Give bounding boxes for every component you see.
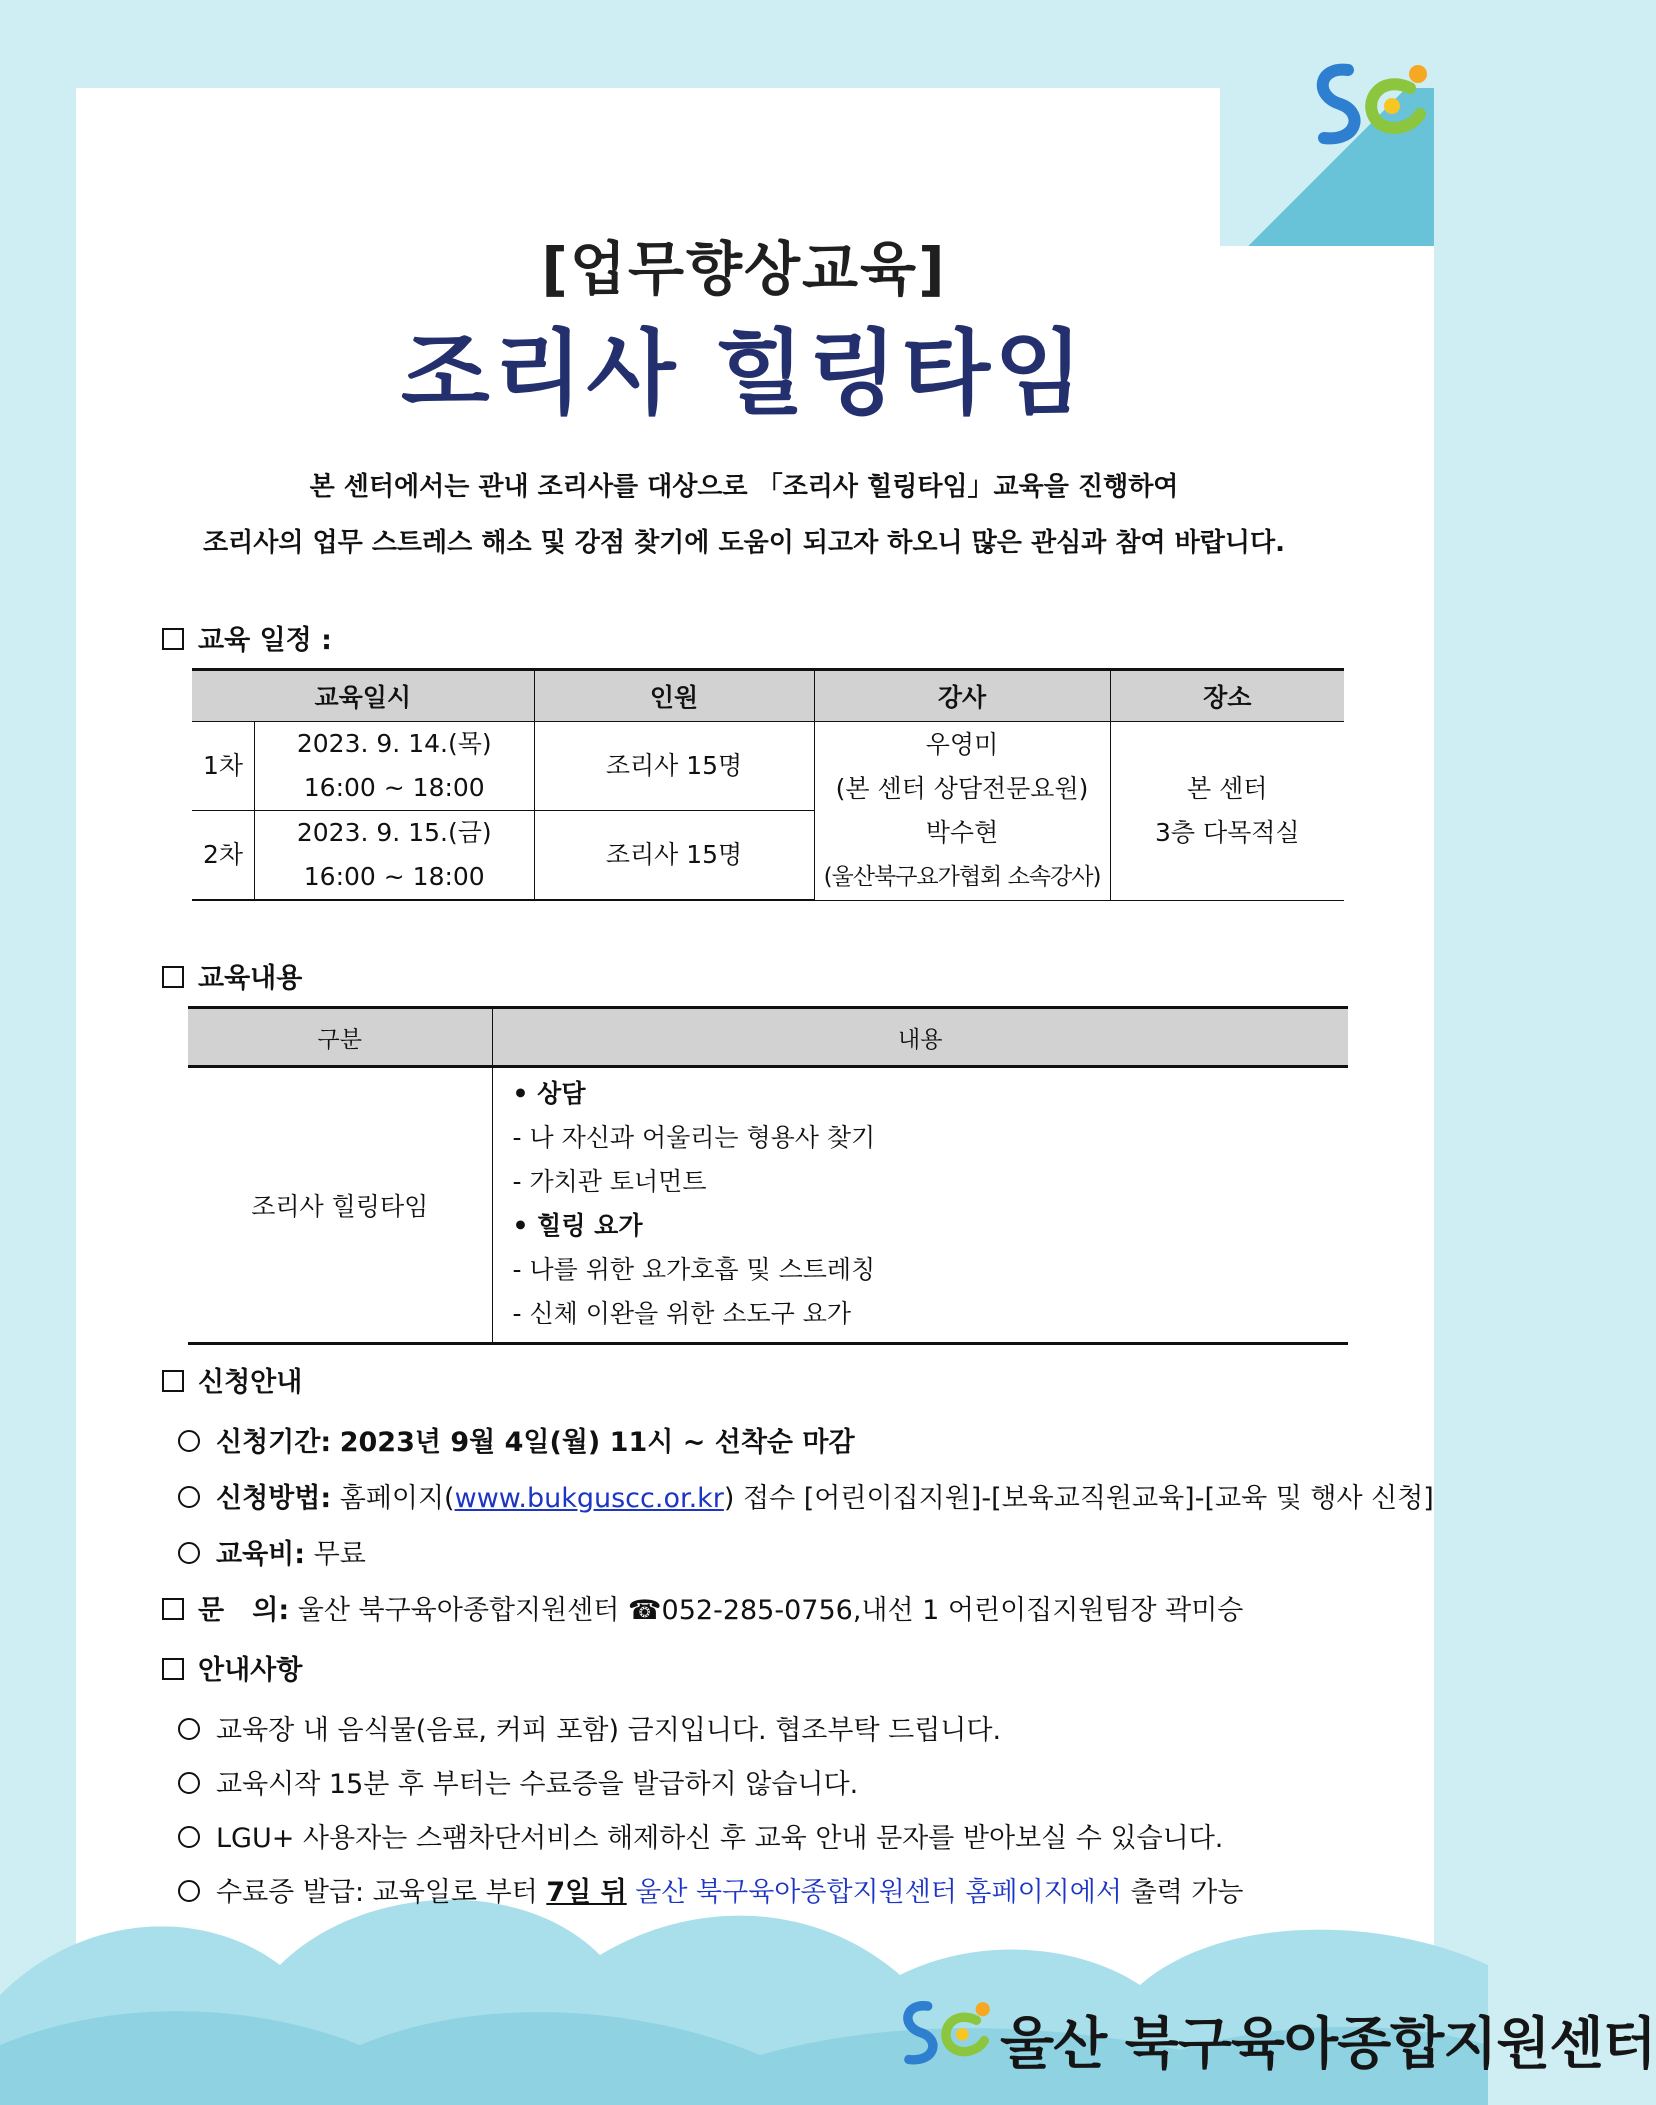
contact-line bbox=[162, 1588, 1243, 1627]
instructor-name: 박수현 bbox=[925, 817, 999, 847]
notice-text: 교육장 내 음식물(음료, 커피 포함) 금지입니다. 협조부탁 드립니다. bbox=[216, 1715, 1002, 1746]
session-time: 16:00 ~ 18:00 bbox=[303, 773, 485, 802]
circle-bullet-icon bbox=[178, 1486, 200, 1508]
instructor-cell bbox=[814, 722, 1110, 901]
col-header-category: 구분 bbox=[188, 1008, 492, 1067]
table-row bbox=[192, 722, 1344, 811]
notice-text: 수료증 발급: 교육일로 부터 bbox=[216, 1877, 547, 1908]
col-header-place: 장소 bbox=[1110, 670, 1344, 722]
checkbox-square-icon bbox=[162, 1370, 184, 1392]
notice-item bbox=[178, 1708, 1001, 1747]
schedule-table bbox=[192, 668, 1344, 901]
session-date: 2023. 9. 15.(금) bbox=[296, 818, 492, 847]
session-round: 1차 bbox=[192, 722, 255, 810]
instructor-title: (본 센터 상담전문요원) bbox=[835, 773, 1089, 803]
center-logo-icon bbox=[1300, 48, 1440, 158]
footer-logo-icon bbox=[890, 1986, 1000, 2078]
session-round: 2차 bbox=[192, 811, 255, 899]
notice-emphasis: 7일 뒤 bbox=[546, 1877, 627, 1908]
content-heading bbox=[162, 956, 302, 995]
contact-label: 문 의: bbox=[198, 1595, 290, 1626]
notice-item bbox=[178, 1762, 858, 1801]
homepage-link[interactable]: www.bukguscc.or.kr bbox=[454, 1483, 724, 1514]
schedule-heading-label: 교육 일정 : bbox=[198, 625, 332, 656]
notice-item bbox=[178, 1870, 1243, 1909]
session-datetime bbox=[192, 811, 534, 901]
page-title: 조리사 힐링타임 bbox=[400, 320, 1088, 427]
circle-bullet-icon bbox=[178, 1430, 200, 1452]
page-subtitle: [업무향상교육] bbox=[541, 235, 947, 303]
content-line: • 상담 bbox=[512, 1079, 586, 1108]
session-people: 조리사 15명 bbox=[534, 722, 814, 811]
content-heading-label: 교육내용 bbox=[198, 963, 303, 994]
notice-text: LGU+ 사용자는 스팸차단서비스 해제하신 후 교육 안내 문자를 받아보실 수 있습니다. bbox=[216, 1823, 1224, 1854]
checkbox-square-icon bbox=[162, 966, 184, 988]
circle-bullet-icon bbox=[178, 1718, 200, 1740]
content-line: - 신체 이완을 위한 소도구 요가 bbox=[512, 1299, 852, 1328]
apply-method-label: 신청방법: bbox=[216, 1483, 332, 1514]
session-time: 16:00 ~ 18:00 bbox=[303, 862, 485, 891]
content-line: - 가치관 토너먼트 bbox=[512, 1167, 707, 1196]
intro-line-2: 조리사의 업무 스트레스 해소 및 강점 찾기에 도움이 되고자 하오니 많은 관심과 참여 바랍니다. bbox=[203, 528, 1285, 558]
apply-period bbox=[178, 1420, 855, 1459]
content-header-row bbox=[188, 1008, 1348, 1067]
apply-fee bbox=[178, 1532, 366, 1571]
apply-heading bbox=[162, 1360, 302, 1399]
checkbox-square-icon bbox=[162, 1658, 184, 1680]
notice-item bbox=[178, 1816, 1223, 1855]
col-header-people: 인원 bbox=[534, 670, 814, 722]
circle-bullet-icon bbox=[178, 1826, 200, 1848]
content-line: - 나 자신과 어울리는 형용사 찾기 bbox=[512, 1123, 876, 1152]
checkbox-square-icon bbox=[162, 628, 184, 650]
circle-bullet-icon bbox=[178, 1880, 200, 1902]
notice-homepage-text: 울산 북구육아종합지원센터 홈페이지에서 bbox=[626, 1877, 1122, 1908]
intro-line-1: 본 센터에서는 관내 조리사를 대상으로 「조리사 힐링타임」교육을 진행하여 bbox=[309, 472, 1179, 502]
notice-heading-label: 안내사항 bbox=[198, 1655, 303, 1686]
place-cell bbox=[1110, 722, 1344, 901]
col-header-instructor: 강사 bbox=[814, 670, 1110, 722]
circle-bullet-icon bbox=[178, 1542, 200, 1564]
col-header-datetime: 교육일시 bbox=[192, 670, 534, 722]
notice-text: 교육시작 15분 후 부터는 수료증을 발급하지 않습니다. bbox=[216, 1769, 859, 1800]
apply-method-prefix: 홈페이지( bbox=[339, 1483, 455, 1514]
notice-text: 출력 가능 bbox=[1121, 1877, 1244, 1908]
checkbox-square-icon bbox=[162, 1598, 184, 1620]
content-line: • 힐링 요가 bbox=[512, 1211, 643, 1240]
notice-heading bbox=[162, 1648, 302, 1687]
table-row bbox=[188, 1067, 1348, 1344]
content-line: - 나를 위한 요가호흡 및 스트레칭 bbox=[512, 1255, 876, 1284]
instructor-name: 우영미 bbox=[925, 729, 999, 759]
apply-method bbox=[178, 1476, 1434, 1515]
apply-method-suffix: ) 접수 [어린이집지원]-[보육교직원교육]-[교육 및 행사 신청] bbox=[723, 1483, 1434, 1514]
contact-value: 울산 북구육아종합지원센터 ☎052-285-0756,내선 1 어린이집지원팀장 곽미승 bbox=[297, 1595, 1244, 1626]
session-datetime bbox=[192, 722, 534, 811]
content-details bbox=[492, 1067, 1348, 1344]
content-category: 조리사 힐링타임 bbox=[188, 1067, 492, 1344]
circle-bullet-icon bbox=[178, 1772, 200, 1794]
apply-period-value: 2023년 9월 4일(월) 11시 ~ 선착순 마감 bbox=[339, 1427, 855, 1458]
apply-fee-value: 무료 bbox=[313, 1539, 366, 1570]
schedule-header-row bbox=[192, 670, 1344, 722]
col-header-content: 내용 bbox=[492, 1008, 1348, 1067]
session-people: 조리사 15명 bbox=[534, 811, 814, 901]
schedule-heading bbox=[162, 618, 332, 657]
apply-fee-label: 교육비: bbox=[216, 1539, 306, 1570]
apply-heading-label: 신청안내 bbox=[198, 1367, 303, 1398]
place-line: 본 센터 bbox=[1187, 773, 1268, 803]
session-date: 2023. 9. 14.(목) bbox=[296, 729, 492, 758]
footer-org-name: 울산 북구육아종합지원센터 bbox=[1000, 2012, 1656, 2077]
instructor-title: (울산북구요가협회 소속강사) bbox=[823, 863, 1101, 890]
place-line: 3층 다목적실 bbox=[1154, 817, 1300, 847]
apply-period-label: 신청기간: bbox=[216, 1427, 332, 1458]
content-table bbox=[188, 1006, 1348, 1345]
